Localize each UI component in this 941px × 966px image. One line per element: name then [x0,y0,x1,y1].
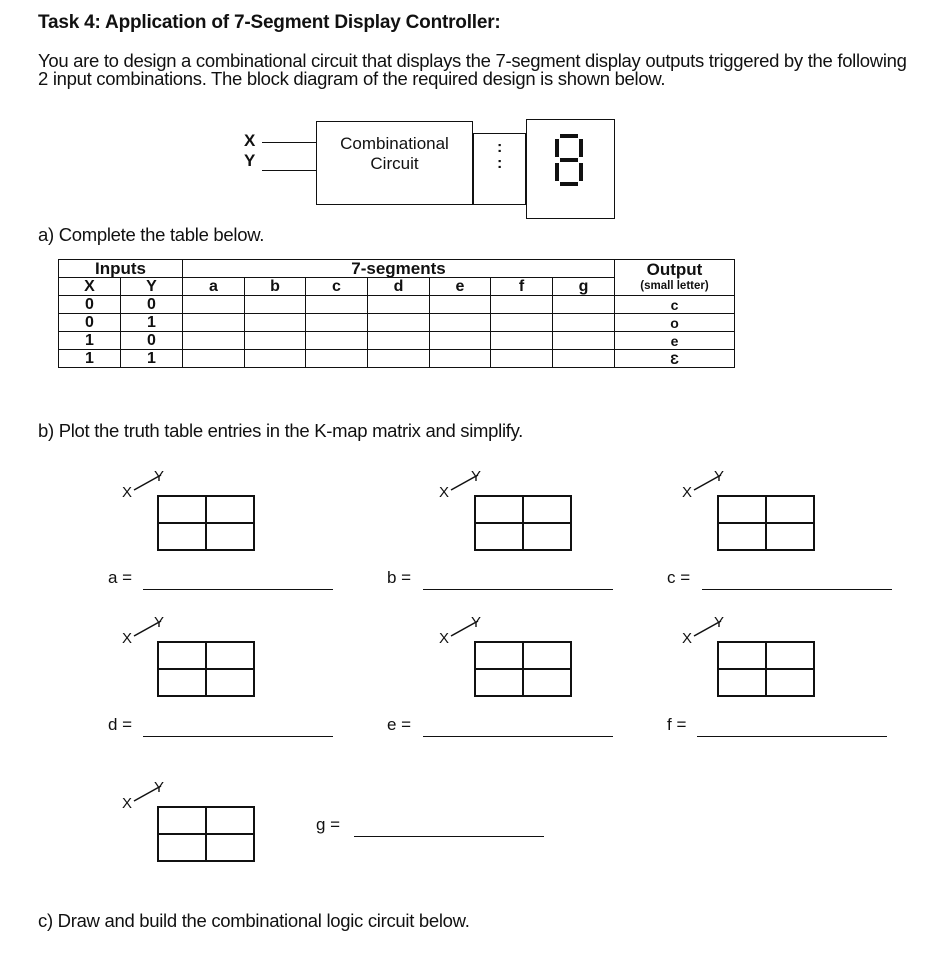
equation-d-label: d = [108,715,133,734]
equation-b-label: b = [387,568,412,587]
cell-output: o [615,314,735,332]
cell-b[interactable] [245,350,306,368]
output-header-sub: (small letter) [640,279,709,292]
table-row [59,314,735,332]
table-row [59,296,735,314]
kmap-y-label: Y [471,614,482,631]
cell-f[interactable] [491,332,553,350]
input-x-label: X [244,131,256,150]
cell-d[interactable] [368,296,430,314]
table-row [59,350,735,368]
cell-y: 0 [121,332,183,350]
equation-a-label: a = [108,568,133,587]
kmap-g [107,779,257,874]
cell-y: 1 [121,350,183,368]
kmap-x-label: X [682,630,693,647]
cell-output: Ɛ [615,350,735,368]
kmap-x-label: X [122,630,133,647]
col-x: X [59,278,121,296]
seven-segment-digit-icon [527,120,613,217]
circuit-label-line2: Circuit [370,154,419,173]
cell-f[interactable] [491,350,553,368]
kmap-d [107,614,257,709]
equation-c-blank[interactable] [702,589,892,590]
cell-f[interactable] [491,296,553,314]
cell-b[interactable] [245,314,306,332]
kmap-f [667,614,817,709]
cell-x: 0 [59,314,121,332]
kmap-c [667,468,817,563]
cell-output: c [615,296,735,314]
cell-e[interactable] [430,296,491,314]
cell-g[interactable] [553,332,615,350]
kmap-x-label: X [439,484,450,501]
cell-y: 0 [121,296,183,314]
kmap-e [424,614,574,709]
kmap-b [424,468,574,563]
cell-g[interactable] [553,314,615,332]
col-y: Y [121,278,183,296]
truth-table [58,259,735,368]
input-x-wire [262,142,316,143]
cell-f[interactable] [491,314,553,332]
cell-c[interactable] [306,350,368,368]
segments-header: 7-segments [183,260,615,278]
cell-b[interactable] [245,296,306,314]
equation-c-label: c = [667,568,691,587]
cell-output: e [615,332,735,350]
combinational-circuit-block [316,121,473,205]
equation-g-label: g = [316,815,341,834]
equation-f-label: f = [667,715,687,734]
kmap-x-label: X [439,630,450,647]
table-row [59,332,735,350]
part-b-label: b) Plot the truth table entries in the K-map matrix and simplify. [38,420,524,441]
inputs-header: Inputs [59,260,183,278]
col-e: e [430,278,491,296]
col-g: g [553,278,615,296]
kmap-y-label: Y [154,468,165,485]
equation-e-label: e = [387,715,412,734]
task-intro: You are to design a combinational circuit that displays the 7-segment display outputs triggered by the following 2 input combinations. The block diagram of the required design is shown below. [38,50,907,89]
input-y-label: Y [244,151,256,170]
kmap-x-label: X [122,795,133,812]
cell-e[interactable] [430,332,491,350]
kmap-grid[interactable] [474,495,572,551]
cell-d[interactable] [368,350,430,368]
part-a-label: a) Complete the table below. [38,224,265,245]
cell-c[interactable] [306,332,368,350]
equation-a-blank[interactable] [143,589,333,590]
part-c-label: c) Draw and build the combinational logic circuit below. [38,910,470,931]
cell-x: 1 [59,350,121,368]
kmap-y-label: Y [714,468,725,485]
cell-a[interactable] [183,332,245,350]
output-header [615,260,735,296]
output-header-title: Output [646,259,703,279]
col-b: b [245,278,306,296]
cell-g[interactable] [553,296,615,314]
equation-f-blank[interactable] [697,736,887,737]
equation-d-blank[interactable] [143,736,333,737]
col-a: a [183,278,245,296]
output-bus [473,133,526,205]
equation-b-blank[interactable] [423,589,613,590]
equation-e-blank[interactable] [423,736,613,737]
kmap-y-label: Y [714,614,725,631]
kmap-a [107,468,257,563]
cell-e[interactable] [430,350,491,368]
kmap-grid[interactable] [157,641,255,697]
equation-g-blank[interactable] [354,836,544,837]
col-d: d [368,278,430,296]
bus-dots: : : [497,139,503,172]
cell-c[interactable] [306,314,368,332]
input-y-wire [262,170,316,171]
cell-x: 1 [59,332,121,350]
cell-b[interactable] [245,332,306,350]
col-c: c [306,278,368,296]
cell-a[interactable] [183,314,245,332]
kmap-y-label: Y [154,614,165,631]
kmap-grid[interactable] [717,495,815,551]
circuit-label-line1: Combinational [340,134,449,153]
kmap-grid[interactable] [717,641,815,697]
cell-a[interactable] [183,350,245,368]
task-title: Task 4: Application of 7-Segment Display Controller: [38,12,501,33]
kmap-grid[interactable] [474,641,572,697]
cell-y: 1 [121,314,183,332]
cell-d[interactable] [368,332,430,350]
cell-x: 0 [59,296,121,314]
kmap-x-label: X [122,484,133,501]
col-f: f [491,278,553,296]
cell-a[interactable] [183,296,245,314]
kmap-y-label: Y [154,779,165,796]
cell-c[interactable] [306,296,368,314]
kmap-y-label: Y [471,468,482,485]
cell-g[interactable] [553,350,615,368]
kmap-x-label: X [682,484,693,501]
seven-segment-display [526,119,615,219]
cell-d[interactable] [368,314,430,332]
kmap-grid[interactable] [157,495,255,551]
kmap-grid[interactable] [157,806,255,862]
cell-e[interactable] [430,314,491,332]
